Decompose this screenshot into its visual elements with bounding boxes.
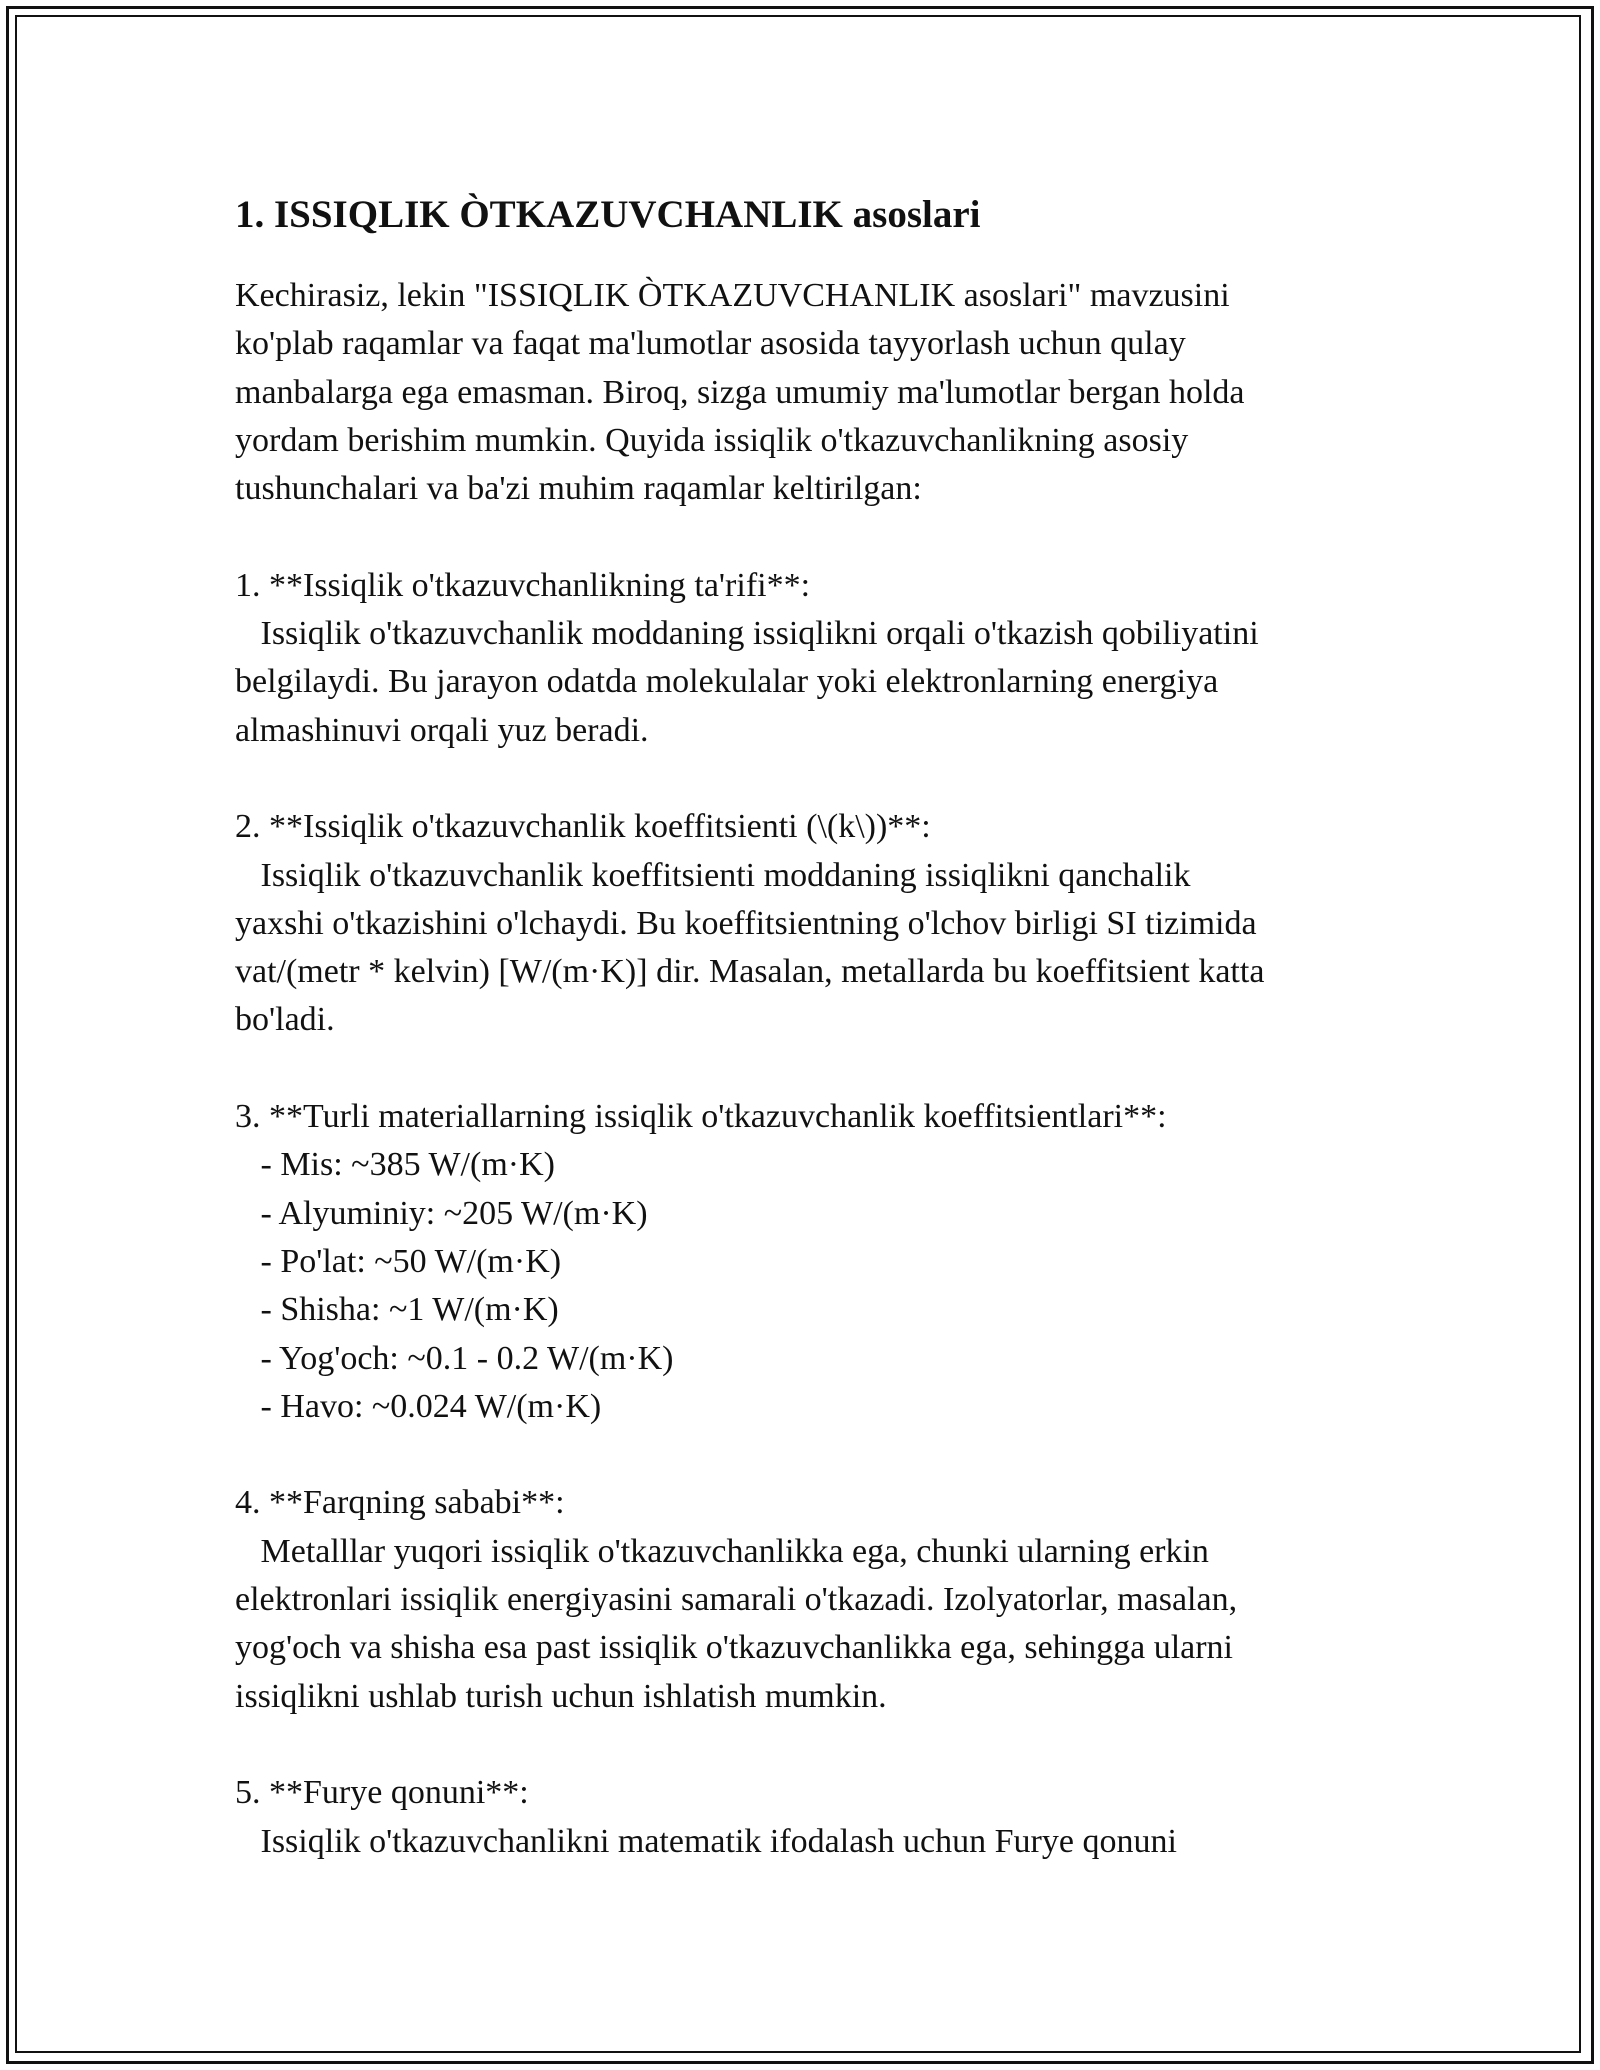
document-text: [235, 272, 1365, 1866]
text-line: Kechirasiz, lekin "ISSIQLIK ÒTKAZUVCHANLIK asoslari" mavzusini: [235, 277, 1230, 314]
text-line: 4. **Farqning sababi**:: [235, 1484, 565, 1522]
text-line: ko'plab raqamlar va faqat ma'lumotlar asosida tayyorlash uchun qulay: [235, 325, 1186, 363]
text-line: 3. **Turli materiallarning issiqlik o'tkazuvchanlik koeffitsientlari**:: [235, 1098, 1167, 1136]
text-line: Issiqlik o'tkazuvchanlik koeffitsienti moddaning issiqlikni qanchalik: [235, 856, 1191, 894]
text-line: yaxshi o'tkazishini o'lchaydi. Bu koeffitsientning o'lchov birligi SI tizimida: [235, 904, 1257, 942]
text-line: bo'ladi.: [235, 1001, 335, 1039]
text-line: tushunchalari va ba'zi muhim raqamlar keltirilgan:: [235, 470, 922, 508]
text-line: 5. **Furye qonuni**:: [235, 1774, 529, 1812]
text-line: [235, 513, 1365, 561]
text-line: - Shisha: ~1 W/(m·K): [235, 1291, 559, 1329]
text-line: yordam berishim mumkin. Quyida issiqlik o'tkazuvchanlikning asosiy: [235, 421, 1189, 459]
text-line: [235, 1045, 1365, 1093]
text-line: almashinuvi orqali yuz beradi.: [235, 711, 649, 749]
text-line: [235, 1721, 1365, 1769]
text-line: yog'och va shisha esa past issiqlik o'tkazuvchanlikka ega, sehingga ularni: [235, 1629, 1234, 1667]
text-line: - Mis: ~385 W/(m·K): [235, 1146, 555, 1184]
text-line: - Havo: ~0.024 W/(m·K): [235, 1387, 602, 1425]
text-line: issiqlikni ushlab turish uchun ishlatish mumkin.: [235, 1677, 887, 1715]
text-line: belgilaydi. Bu jarayon odatda molekulalar yoki elektronlarning energiya: [235, 663, 1219, 701]
text-line: - Alyuminiy: ~205 W/(m·K): [235, 1194, 648, 1232]
text-line: [235, 755, 1365, 803]
document-body: [235, 180, 1365, 1866]
text-line: Metalllar yuqori issiqlik o'tkazuvchanlikka ega, chunki ularning erkin: [235, 1532, 1209, 1570]
text-line: 1. **Issiqlik o'tkazuvchanlikning ta'rifi**:: [235, 566, 811, 604]
text-line: manbalarga ega emasman. Biroq, sizga umumiy ma'lumotlar bergan holda: [235, 373, 1245, 411]
text-line: [235, 1431, 1365, 1479]
text-line: Issiqlik o'tkazuvchanlikni matematik ifodalash uchun Furye qonuni: [235, 1822, 1177, 1860]
text-line: elektronlari issiqlik energiyasini samarali o'tkazadi. Izolyatorlar, masalan,: [235, 1581, 1238, 1619]
text-line: vat/(metr * kelvin) [W/(m·K)] dir. Masalan, metallarda bu koeffitsient katta: [235, 953, 1265, 991]
text-line: - Yog'och: ~0.1 - 0.2 W/(m·K): [235, 1339, 674, 1377]
text-line: - Po'lat: ~50 W/(m·K): [235, 1242, 562, 1280]
page-title: 1. ISSIQLIK ÒTKAZUVCHANLIK asoslari: [235, 193, 981, 236]
text-line: Issiqlik o'tkazuvchanlik moddaning issiqlikni orqali o'tkazish qobiliyatini: [235, 615, 1259, 653]
text-line: 2. **Issiqlik o'tkazuvchanlik koeffitsienti (\(k\))**:: [235, 808, 931, 846]
